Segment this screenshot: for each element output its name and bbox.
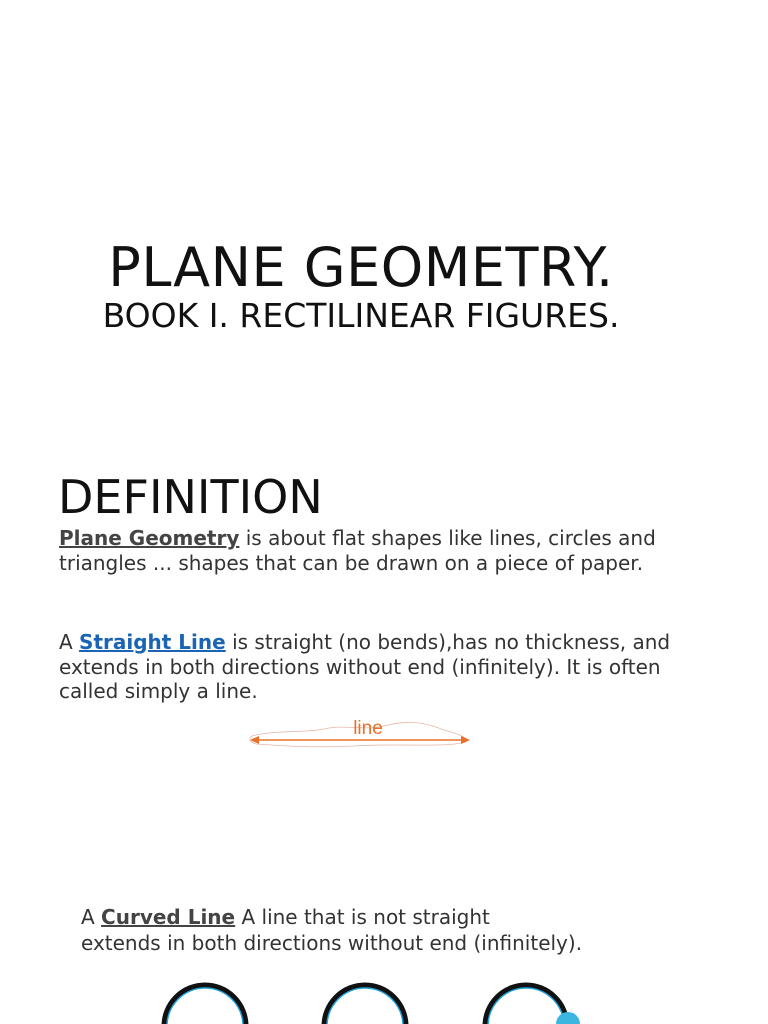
- straight-line-prefix: A: [59, 630, 80, 654]
- line-figure-right-arrowhead: [461, 736, 470, 744]
- line-figure-label: line: [353, 718, 383, 739]
- plane-geometry-definition: [59, 526, 719, 575]
- plane-geometry-text: is about flat shapes like lines, circles and triangles ... shapes that can be drawn on a piece of paper.: [59, 526, 656, 575]
- straight-line-text: is straight (no bends),has no thickness, and extends in both directions without end (infinitely). It is often called simply a line.: [59, 630, 671, 703]
- curved-line-prefix: A: [81, 905, 102, 929]
- curved-line-text-2: extends in both directions without end (infinitely).: [81, 931, 583, 955]
- curved-line-definition: [81, 904, 681, 956]
- straight-line-figure: [244, 712, 476, 754]
- curved-line-term: Curved Line: [101, 905, 236, 929]
- curved-line-figures: [150, 978, 590, 1024]
- straight-line-definition: [59, 630, 719, 704]
- curved-line-text-1: A line that is not straight: [235, 905, 490, 929]
- curve-figure-3: [485, 985, 580, 1024]
- curve-figure-1: [164, 985, 246, 1024]
- section-heading-definition: DEFINITION: [58, 470, 323, 524]
- page-title: PLANE GEOMETRY.: [108, 236, 614, 299]
- curve-endpoint-dot: [556, 1012, 580, 1024]
- straight-line-link[interactable]: Straight Line: [79, 630, 226, 654]
- curve-figure-2: [324, 985, 406, 1024]
- line-figure-left-arrowhead: [250, 736, 259, 744]
- page-subtitle: BOOK I. RECTILINEAR FIGURES.: [102, 296, 620, 335]
- plane-geometry-term: Plane Geometry: [59, 526, 240, 550]
